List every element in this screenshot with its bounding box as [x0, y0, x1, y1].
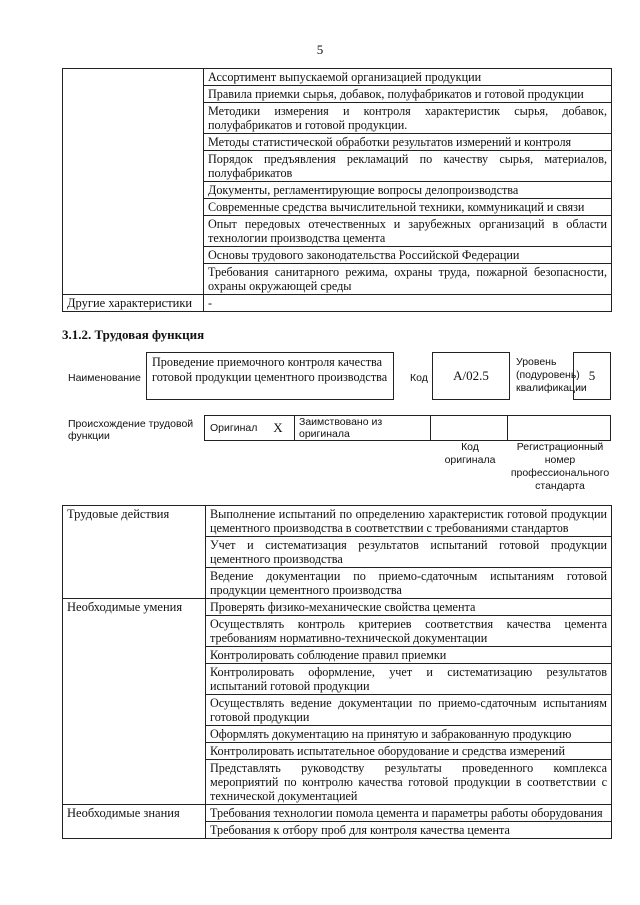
row-item: Методы статистической обработки результатов измерений и контроля — [204, 134, 612, 151]
row-item: Документы, регламентирующие вопросы делопроизводства — [204, 182, 612, 199]
original-label: Оригинал — [204, 415, 262, 441]
row-item: Учет и систематизация результатов испытаний готовой продукции цементного производства — [206, 537, 612, 568]
row-item: Требования санитарного режима, охраны труда, пожарной безопасности, охраны окружающей среды — [204, 264, 612, 295]
row-label: Необходимые знания — [63, 805, 206, 839]
borrowed-label: Заимствовано из оригинала — [295, 415, 431, 441]
original-code-caption: Код оригинала — [444, 441, 496, 466]
registration-number-caption: Регистрационный номер профессионального стандарта — [510, 441, 610, 492]
origin-row — [204, 415, 611, 441]
row-item: Контролировать соблюдение правил приемки — [206, 647, 612, 664]
row-label: Трудовые действия — [63, 506, 206, 599]
original-mark: X — [262, 415, 295, 441]
row-item: Представлять руководству результаты проведенного комплекса мероприятий по контролю качества готовой продукции в соответствии с технической документацией — [206, 760, 612, 805]
row-item: Осуществлять ведение документации по приемо-сдаточным испытаниям готовой продукции — [206, 695, 612, 726]
table-row — [63, 506, 612, 537]
table-row — [63, 69, 612, 86]
function-code-box: А/02.5 — [432, 352, 510, 400]
row-item: Оформлять документацию на принятую и забракованную продукцию — [206, 726, 612, 743]
row-item: Требования к отбору проб для контроля качества цемента — [206, 822, 612, 839]
row-item: Контролировать оформление, учет и систематизацию результатов испытаний готовой продукции — [206, 664, 612, 695]
row-label — [63, 69, 204, 295]
row-item: Проверять физико-механические свойства цемента — [206, 599, 612, 616]
row-item: Основы трудового законодательства Российской Федерации — [204, 247, 612, 264]
row-item: Ассортимент выпускаемой организацией продукции — [204, 69, 612, 86]
table-row — [63, 805, 612, 822]
row-label: Другие характеристики — [63, 295, 204, 312]
row-item: Порядок предъявления рекламаций по качеству сырья, материалов, полуфабрикатов — [204, 151, 612, 182]
page-number: 5 — [316, 42, 324, 57]
function-name-box: Проведение приемочного контроля качества готовой продукции цементного производства — [146, 352, 394, 400]
table-row — [63, 295, 612, 312]
row-item: Контролировать испытательное оборудование и средства измерений — [206, 743, 612, 760]
name-label: Наименование — [68, 372, 141, 384]
row-item: - — [204, 295, 612, 312]
registration-number-cell — [508, 415, 611, 441]
row-item: Правила приемки сырья, добавок, полуфабрикатов и готовой продукции — [204, 86, 612, 103]
code-label: Код — [410, 372, 428, 384]
row-item: Опыт передовых отечественных и зарубежных организаций в области технологии производства цемента — [204, 216, 612, 247]
row-item: Ведение документации по приемо-сдаточным испытаниям готовой продукции цементного производства — [206, 568, 612, 599]
labor-function-table — [62, 505, 612, 839]
row-label: Необходимые умения — [63, 599, 206, 805]
row-item: Требования технологии помола цемента и параметры работы оборудования — [206, 805, 612, 822]
row-item: Выполнение испытаний по определению характеристик готовой продукции цементного производства в соответствии с требованиями стандартов — [206, 506, 612, 537]
qualification-level-label: Уровень (подуровень) квалификации — [516, 356, 587, 394]
row-item: Современные средства вычислительной техники, коммуникаций и связи — [204, 199, 612, 216]
requirements-table-continued — [62, 68, 612, 312]
section-title: 3.1.2. Трудовая функция — [62, 327, 205, 342]
row-item: Осуществлять контроль критериев соответствия качества цемента требованиям нормативно-технической документации — [206, 616, 612, 647]
table-row — [63, 599, 612, 616]
origin-label: Происхождение трудовой функции — [68, 418, 194, 442]
original-code-cell — [431, 415, 508, 441]
qualification-level-box: 5 — [573, 352, 611, 400]
row-item: Методики измерения и контроля характеристик сырья, добавок, полуфабрикатов и готовой продукции. — [204, 103, 612, 134]
